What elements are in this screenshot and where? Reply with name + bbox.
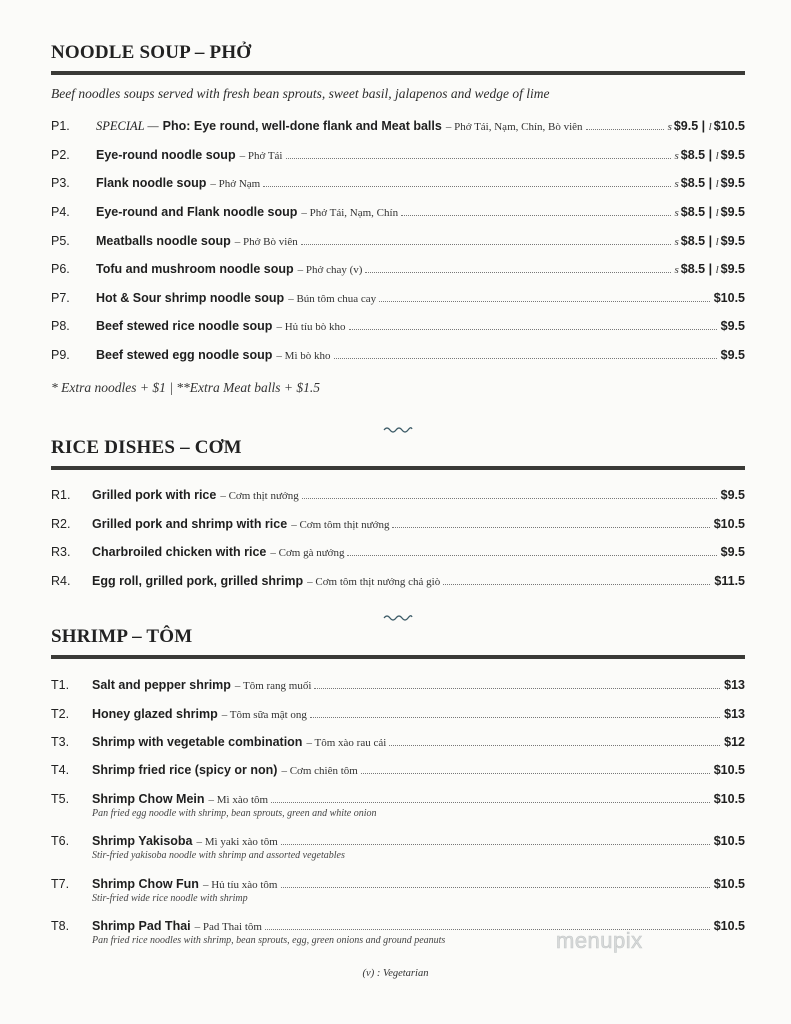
item-name: Eye-round and Flank noodle soup <box>96 205 298 219</box>
menu-item-p5 <box>51 234 745 254</box>
size-large-label: l <box>715 264 719 276</box>
item-code: P6. <box>51 262 70 276</box>
item-name: Grilled pork with rice <box>92 488 217 502</box>
price-large: $10.5 <box>713 119 745 133</box>
price-small: $8.5 <box>680 148 706 162</box>
price-small: $8.5 <box>680 262 706 276</box>
item-vietnamese-name: – Phở Bò viên <box>234 236 298 248</box>
item-price: $10.5 <box>713 919 745 933</box>
price-large: $9.5 <box>720 262 745 276</box>
size-small-label: s <box>674 236 679 248</box>
item-code: P4. <box>51 205 70 219</box>
item-vietnamese-name: – Hủ tíu bò kho <box>276 321 346 333</box>
item-code: P1. <box>51 119 70 133</box>
leader-dots <box>271 802 710 803</box>
leader-dots <box>392 527 709 528</box>
item-description: Pan fried egg noodle with shrimp, bean sprouts, green and white onion <box>92 808 377 819</box>
item-price: $9.5 <box>720 488 745 502</box>
menu-item-t7 <box>51 877 745 909</box>
leader-dots <box>263 186 670 187</box>
menu-item-t4 <box>51 763 745 783</box>
leader-dots <box>265 929 710 930</box>
menu-item-p3 <box>51 176 745 196</box>
item-code: T7. <box>51 877 70 891</box>
item-vietnamese-name: – Cơm tôm thịt nướng <box>291 519 390 531</box>
item-name: Beef stewed rice noodle soup <box>96 319 273 333</box>
leader-dots <box>281 844 710 845</box>
item-price: $11.5 <box>714 574 745 588</box>
item-name: Eye-round noodle soup <box>96 148 236 162</box>
item-vietnamese-name: – Mì yaki xào tôm <box>196 836 278 848</box>
watermark: menupix <box>556 928 643 953</box>
item-price: $10.5 <box>713 877 745 891</box>
item-vietnamese-name: – Phở chay (v) <box>297 264 363 276</box>
item-price: $10.5 <box>713 517 745 531</box>
item-name: Tofu and mushroom noodle soup <box>96 262 294 276</box>
item-code: T5. <box>51 792 70 806</box>
item-name: Grilled pork and shrimp with rice <box>92 517 288 531</box>
item-vietnamese-name: – Cơm thịt nướng <box>220 490 299 502</box>
price-small: $8.5 <box>680 176 706 190</box>
item-vietnamese-name: – Tôm sữa mật ong <box>221 709 307 721</box>
item-name: Shrimp Pad Thai <box>92 919 191 933</box>
leader-dots <box>379 301 710 302</box>
price-separator: | <box>708 176 713 190</box>
item-vietnamese-name: – Tôm rang muối <box>234 680 312 692</box>
price-large: $9.5 <box>720 148 745 162</box>
size-small-label: s <box>674 150 679 162</box>
menu-item-r4 <box>51 574 745 594</box>
section-title-rice-dishes: RICE DISHES – CƠM <box>51 437 242 458</box>
section-title-shrimp: SHRIMP – TÔM <box>51 626 193 647</box>
menu-item-r2 <box>51 517 745 537</box>
item-vietnamese-name: – Cơm tôm thịt nướng chả giò <box>307 576 441 588</box>
item-name: Shrimp Chow Fun <box>92 877 199 891</box>
leader-dots <box>302 498 717 499</box>
item-vietnamese-name: – Phở Tái <box>239 150 283 162</box>
item-name: Honey glazed shrimp <box>92 707 218 721</box>
price-separator: | <box>708 148 713 162</box>
leader-dots <box>443 584 710 585</box>
item-name: Flank noodle soup <box>96 176 207 190</box>
item-description: Pan fried rice noodles with shrimp, bean sprouts, egg, green onions and ground peanuts <box>92 935 446 946</box>
menu-item-t6 <box>51 834 745 866</box>
menu-item-p7 <box>51 291 745 311</box>
item-code: T4. <box>51 763 70 777</box>
item-code: R3. <box>51 545 71 559</box>
menu-item-p6 <box>51 262 745 282</box>
size-large-label: l <box>715 207 719 219</box>
section-title-noodle-soup: NOODLE SOUP – PHỞ <box>51 42 252 63</box>
leader-dots <box>334 358 717 359</box>
item-vietnamese-name: – Hủ tíu xào tôm <box>202 879 278 891</box>
menu-item-t1 <box>51 678 745 698</box>
item-name: Meatballs noodle soup <box>96 234 231 248</box>
section-subtitle: Beef noodles soups served with fresh bean sprouts, sweet basil, jalapenos and wedge of lime <box>51 86 550 101</box>
leader-dots <box>389 745 720 746</box>
price-separator: | <box>708 234 713 248</box>
vegetarian-legend: (v) : Vegetarian <box>362 968 429 979</box>
extras-note: * Extra noodles + $1 | **Extra Meat balls + $1.5 <box>51 380 321 395</box>
leader-dots <box>281 887 710 888</box>
item-price: $12 <box>724 735 745 749</box>
menu-item-p9 <box>51 348 745 368</box>
item-vietnamese-name: – Tôm xào rau cải <box>306 737 387 749</box>
leader-dots <box>314 688 720 689</box>
item-code: P8. <box>51 319 70 333</box>
price-large: $9.5 <box>720 205 745 219</box>
section-divider <box>51 655 745 659</box>
leader-dots <box>286 158 671 159</box>
menu-item-p4 <box>51 205 745 225</box>
item-code: R1. <box>51 488 71 502</box>
size-small-label: s <box>674 207 679 219</box>
item-vietnamese-name: – Pad Thai tôm <box>194 921 262 933</box>
item-code: P7. <box>51 291 70 305</box>
leader-dots <box>347 555 716 556</box>
item-price: $10.5 <box>713 792 745 806</box>
item-vietnamese-name: – Phở Nạm <box>210 178 261 190</box>
leader-dots <box>310 717 720 718</box>
menu-item-p2 <box>51 148 745 168</box>
item-code: R2. <box>51 517 71 531</box>
size-large-label: l <box>708 121 712 133</box>
item-name: Hot & Sour shrimp noodle soup <box>96 291 285 305</box>
size-small-label: s <box>674 178 679 190</box>
section-divider <box>51 466 745 470</box>
item-name: Beef stewed egg noodle soup <box>96 348 273 362</box>
item-price: $13 <box>724 707 745 721</box>
item-price: $9.5 <box>720 319 745 333</box>
item-code: T2. <box>51 707 70 721</box>
wave-divider-icon <box>383 612 413 622</box>
size-large-label: l <box>715 178 719 190</box>
item-name: Egg roll, grilled pork, grilled shrimp <box>92 574 304 588</box>
menu-item-p8 <box>51 319 745 339</box>
item-description: Stir-fried yakisoba noodle with shrimp and assorted vegetables <box>92 850 345 861</box>
item-price: $10.5 <box>713 291 745 305</box>
item-name: Shrimp fried rice (spicy or non) <box>92 763 278 777</box>
price-large: $9.5 <box>720 176 745 190</box>
item-vietnamese-name: – Cơm chiên tôm <box>281 765 358 777</box>
item-name: Shrimp with vegetable combination <box>92 735 303 749</box>
menu-item-r3 <box>51 545 745 565</box>
item-code: R4. <box>51 574 71 588</box>
price-separator: | <box>708 262 713 276</box>
wave-divider-icon <box>383 424 413 434</box>
item-price: $10.5 <box>713 763 745 777</box>
price-separator: | <box>701 119 706 133</box>
item-name: Shrimp Chow Mein <box>92 792 205 806</box>
item-vietnamese-name: – Phở Tái, Nạm, Chín <box>301 207 399 219</box>
size-small-label: s <box>674 264 679 276</box>
item-price: $13 <box>724 678 745 692</box>
menu-item-p1 <box>51 119 745 139</box>
section-divider <box>51 71 745 75</box>
size-large-label: l <box>715 236 719 248</box>
menu-item-t2 <box>51 707 745 727</box>
item-price: $9.5 <box>720 545 745 559</box>
price-separator: | <box>708 205 713 219</box>
size-small-label: s <box>667 121 672 133</box>
item-vietnamese-name: – Cơm gà nướng <box>270 547 345 559</box>
price-small: $8.5 <box>680 205 706 219</box>
item-name: Pho: Eye round, well-done flank and Meat balls <box>162 119 442 133</box>
item-code: T3. <box>51 735 70 749</box>
item-price: $10.5 <box>713 834 745 848</box>
leader-dots <box>349 329 717 330</box>
price-large: $9.5 <box>720 234 745 248</box>
item-name: Charbroiled chicken with rice <box>92 545 267 559</box>
item-code: T1. <box>51 678 70 692</box>
item-vietnamese-name: – Mì xào tôm <box>208 794 269 806</box>
menu-item-r1 <box>51 488 745 508</box>
price-small: $9.5 <box>673 119 699 133</box>
item-name: Shrimp Yakisoba <box>92 834 193 848</box>
menu-item-t5 <box>51 792 745 824</box>
item-vietnamese-name: – Bún tôm chua cay <box>288 293 377 305</box>
menu-item-t3 <box>51 735 745 755</box>
item-price: $9.5 <box>720 348 745 362</box>
leader-dots <box>586 129 664 130</box>
leader-dots <box>401 215 670 216</box>
size-large-label: l <box>715 150 719 162</box>
item-code: P9. <box>51 348 70 362</box>
item-vietnamese-name: – Mì bò kho <box>276 350 331 362</box>
item-name: Salt and pepper shrimp <box>92 678 231 692</box>
item-code: P3. <box>51 176 70 190</box>
special-label: SPECIAL — <box>96 119 159 133</box>
price-small: $8.5 <box>680 234 706 248</box>
item-code: T6. <box>51 834 70 848</box>
leader-dots <box>301 244 671 245</box>
leader-dots <box>361 773 710 774</box>
item-code: P5. <box>51 234 70 248</box>
item-vietnamese-name: – Phở Tái, Nạm, Chín, Bò viên <box>445 121 583 133</box>
item-description: Stir-fried wide rice noodle with shrimp <box>92 893 248 904</box>
item-code: T8. <box>51 919 70 933</box>
item-code: P2. <box>51 148 70 162</box>
leader-dots <box>365 272 670 273</box>
